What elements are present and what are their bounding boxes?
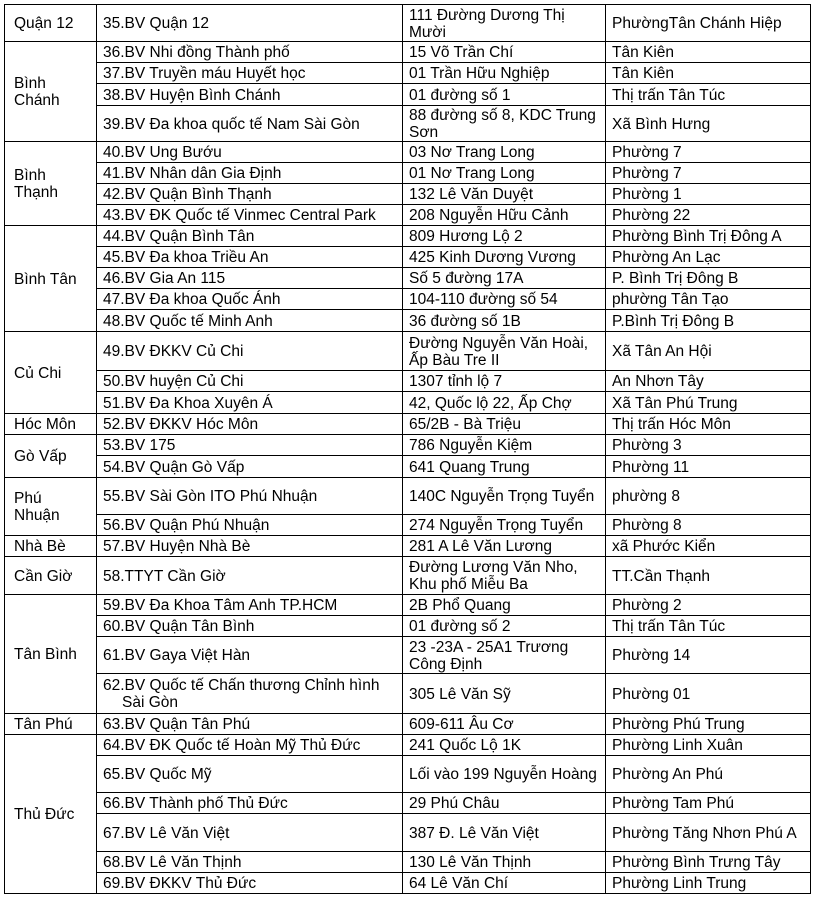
ward-cell: phường Tân Tạo (606, 289, 811, 310)
ward-cell: Xã Tân An Hội (606, 332, 811, 371)
hospital-name-cell (97, 595, 403, 616)
hospital-name: 55.BV Sài Gòn ITO Phú Nhuận (103, 488, 318, 505)
table-row (5, 142, 811, 163)
table-row (5, 205, 811, 226)
hospital-name-cell (97, 205, 403, 226)
hospital-name: 35.BV Quận 12 (103, 15, 209, 32)
hospital-name: 38.BV Huyện Bình Chánh (103, 86, 281, 104)
hospital-name: 63.BV Quận Tân Phú (103, 716, 251, 733)
table-row (5, 226, 811, 247)
hospital-name: 60.BV Quận Tân Bình (103, 618, 255, 635)
hospital-name: 62.BV Quốc tế Chấn thương Chỉnh hình Sài Gòn (103, 677, 380, 711)
ward-cell: Thị trấn Hóc Môn (606, 414, 811, 435)
hospital-name: 54.BV Quận Gò Vấp (103, 458, 245, 476)
ward-cell: phường 8 (606, 478, 811, 515)
address-cell: 387 Đ. Lê Văn Việt (403, 814, 606, 852)
table-row (5, 814, 811, 852)
table-row (5, 873, 811, 894)
hospital-name: 51.BV Đa Khoa Xuyên Á (103, 394, 273, 412)
table-row (5, 5, 811, 42)
hospital-name-cell (97, 84, 403, 106)
hospital-name-cell (97, 5, 403, 42)
table-row (5, 793, 811, 814)
ward-cell: Phường Bình Trưng Tây (606, 852, 811, 873)
hospital-name: 68.BV Lê Văn Thịnh (103, 854, 242, 871)
district-cell: Cần Giờ (5, 557, 97, 595)
address-cell: 281 A Lê Văn Lương (403, 536, 606, 557)
ward-cell: Phường An Phú (606, 756, 811, 793)
hospital-name-cell (97, 557, 403, 595)
hospital-name: 39.BV Đa khoa quốc tế Nam Sài Gòn (103, 115, 360, 133)
hospital-name: 56.BV Quận Phú Nhuận (103, 517, 270, 534)
address-cell: 641 Quang Trung (403, 456, 606, 478)
hospital-name-cell (97, 793, 403, 814)
table-row (5, 106, 811, 142)
table-row (5, 289, 811, 310)
table-row (5, 478, 811, 515)
hospital-name-cell (97, 515, 403, 536)
table-row (5, 163, 811, 184)
ward-cell: Phường Phú Trung (606, 714, 811, 735)
district-cell: Gò Vấp (5, 435, 97, 478)
district-cell: Bình Chánh (5, 42, 97, 142)
address-cell: Đường Nguyễn Văn Hoài, Ấp Bàu Tre II (403, 332, 606, 371)
address-cell: 65/2B - Bà Triệu (403, 414, 606, 435)
hospital-name: 48.BV Quốc tế Minh Anh (103, 312, 273, 330)
hospital-name-cell (97, 873, 403, 894)
ward-cell: Tân Kiên (606, 42, 811, 63)
table-row (5, 184, 811, 205)
ward-cell: TT.Cần Thạnh (606, 557, 811, 595)
address-cell: 01 đường số 1 (403, 84, 606, 106)
address-cell: 241 Quốc Lộ 1K (403, 735, 606, 756)
address-cell: 36 đường số 1B (403, 310, 606, 332)
ward-cell: Xã Tân Phú Trung (606, 392, 811, 414)
ward-cell: Phường 11 (606, 456, 811, 478)
hospital-name-cell (97, 714, 403, 735)
table-row (5, 714, 811, 735)
address-cell: 2B Phổ Quang (403, 595, 606, 616)
ward-cell: Phường Tam Phú (606, 793, 811, 814)
table-row (5, 63, 811, 84)
ward-cell: Phường 8 (606, 515, 811, 536)
district-cell: Bình Thạnh (5, 142, 97, 226)
hospital-name: 45.BV Đa khoa Triều An (103, 249, 269, 266)
table-row (5, 310, 811, 332)
hospital-name-cell (97, 456, 403, 478)
hospital-name: 40.BV Ung Bướu (103, 144, 222, 161)
ward-cell: Tân Kiên (606, 63, 811, 84)
address-cell: 42, Quốc lộ 22, Ấp Chợ (403, 392, 606, 414)
hospital-name: 36.BV Nhi đồng Thành phố (103, 44, 290, 61)
hospital-name: 58.TTYT Cần Giờ (103, 567, 226, 585)
hospital-name-cell (97, 163, 403, 184)
hospital-name: 42.BV Quận Bình Thạnh (103, 186, 272, 203)
hospital-name: 50.BV huyện Củ Chi (103, 373, 244, 390)
hospital-name-cell (97, 184, 403, 205)
table-row (5, 852, 811, 873)
address-cell: 130 Lê Văn Thịnh (403, 852, 606, 873)
hospital-name: 69.BV ĐKKV Thủ Đức (103, 875, 257, 892)
table-row (5, 557, 811, 595)
hospital-name: 43.BV ĐK Quốc tế Vinmec Central Park (103, 207, 376, 224)
ward-cell: Phường 22 (606, 205, 811, 226)
address-cell: 01 Nơ Trang Long (403, 163, 606, 184)
hospital-name: 65.BV Quốc Mỹ (103, 766, 212, 783)
hospital-name-cell (97, 392, 403, 414)
table-row (5, 536, 811, 557)
table-row (5, 616, 811, 637)
ward-cell: PhườngTân Chánh Hiệp (606, 5, 811, 42)
ward-cell: Xã Bình Hưng (606, 106, 811, 142)
ward-cell: Thị trấn Tân Túc (606, 84, 811, 106)
address-cell: 29 Phú Châu (403, 793, 606, 814)
ward-cell: Phường 7 (606, 142, 811, 163)
hospital-name: 52.BV ĐKKV Hóc Môn (103, 416, 259, 433)
table-row (5, 637, 811, 674)
district-cell: Phú Nhuận (5, 478, 97, 536)
hospital-name-cell (97, 63, 403, 84)
hospital-name-cell (97, 371, 403, 392)
address-cell: 64 Lê Văn Chí (403, 873, 606, 894)
hospital-name-cell (97, 674, 403, 714)
address-cell: 786 Nguyễn Kiệm (403, 435, 606, 456)
table-row (5, 84, 811, 106)
table-row (5, 42, 811, 63)
address-cell: 01 đường số 2 (403, 616, 606, 637)
address-cell: 132 Lê Văn Duyệt (403, 184, 606, 205)
hospital-name-cell (97, 142, 403, 163)
ward-cell: Phường 14 (606, 637, 811, 674)
hospital-name: 41.BV Nhân dân Gia Định (103, 165, 282, 182)
table-row (5, 392, 811, 414)
hospital-name-cell (97, 637, 403, 674)
district-cell: Nhà Bè (5, 536, 97, 557)
table-row (5, 332, 811, 371)
address-cell: 23 -23A - 25A1 Trương Công Định (403, 637, 606, 674)
address-cell: 1307 tỉnh lộ 7 (403, 371, 606, 392)
hospital-name-cell (97, 106, 403, 142)
hospital-name-cell (97, 852, 403, 873)
district-cell: Quận 12 (5, 5, 97, 42)
ward-cell: xã Phước Kiển (606, 536, 811, 557)
ward-cell: An Nhơn Tây (606, 371, 811, 392)
hospital-name: 67.BV Lê Văn Việt (103, 824, 230, 842)
ward-cell: Phường Linh Xuân (606, 735, 811, 756)
table-row (5, 735, 811, 756)
ward-cell: Phường An Lạc (606, 247, 811, 268)
ward-cell: Phường Linh Trung (606, 873, 811, 894)
hospital-name-cell (97, 226, 403, 247)
hospital-name-cell (97, 814, 403, 852)
ward-cell: Phường Bình Trị Đông A (606, 226, 811, 247)
table-row (5, 515, 811, 536)
hospital-name-cell (97, 414, 403, 435)
hospital-name-cell (97, 435, 403, 456)
district-cell: Thủ Đức (5, 735, 97, 894)
address-cell: 208 Nguyễn Hữu Cảnh (403, 205, 606, 226)
hospital-name-cell (97, 536, 403, 557)
ward-cell: Phường 01 (606, 674, 811, 714)
hospital-name-cell (97, 268, 403, 289)
address-cell: 01 Trần Hữu Nghiệp (403, 63, 606, 84)
hospital-name: 57.BV Huyện Nhà Bè (103, 538, 251, 555)
table-row (5, 595, 811, 616)
hospital-name-cell (97, 478, 403, 515)
hospital-table (4, 4, 811, 894)
hospital-name-cell (97, 616, 403, 637)
hospital-name-cell (97, 332, 403, 371)
hospital-name: 44.BV Quận Bình Tân (103, 228, 255, 245)
address-cell: 03 Nơ Trang Long (403, 142, 606, 163)
district-cell: Tân Bình (5, 595, 97, 714)
address-cell: 425 Kinh Dương Vương (403, 247, 606, 268)
table-row (5, 414, 811, 435)
hospital-name: 53.BV 175 (103, 437, 176, 454)
hospital-table-body (5, 5, 811, 894)
table-row (5, 456, 811, 478)
hospital-name: 61.BV Gaya Việt Hàn (103, 647, 251, 664)
hospital-name: 47.BV Đa khoa Quốc Ánh (103, 291, 281, 308)
table-row (5, 756, 811, 793)
table-row (5, 371, 811, 392)
ward-cell: P. Bình Trị Đông B (606, 268, 811, 289)
table-row (5, 247, 811, 268)
hospital-name: 59.BV Đa Khoa Tâm Anh TP.HCM (103, 597, 338, 614)
district-cell: Tân Phú (5, 714, 97, 735)
address-cell: 274 Nguyễn Trọng Tuyển (403, 515, 606, 536)
ward-cell: Phường 2 (606, 595, 811, 616)
ward-cell: Thị trấn Tân Túc (606, 616, 811, 637)
address-cell: 809 Hương Lộ 2 (403, 226, 606, 247)
hospital-name-cell (97, 42, 403, 63)
hospital-name-cell (97, 756, 403, 793)
ward-cell: Phường 3 (606, 435, 811, 456)
address-cell: 15 Võ Trần Chí (403, 42, 606, 63)
hospital-name-cell (97, 289, 403, 310)
table-row (5, 435, 811, 456)
hospital-name-cell (97, 247, 403, 268)
hospital-name: 49.BV ĐKKV Củ Chi (103, 343, 244, 360)
address-cell: 140C Nguyễn Trọng Tuyển (403, 478, 606, 515)
district-cell: Củ Chi (5, 332, 97, 414)
hospital-name-cell (97, 310, 403, 332)
ward-cell: Phường Tăng Nhơn Phú A (606, 814, 811, 852)
table-row (5, 674, 811, 714)
district-cell: Bình Tân (5, 226, 97, 332)
district-cell: Hóc Môn (5, 414, 97, 435)
hospital-name: 66.BV Thành phố Thủ Đức (103, 795, 288, 812)
table-row (5, 268, 811, 289)
address-cell: Đường Lương Văn Nho, Khu phố Miễu Ba (403, 557, 606, 595)
address-cell: Lối vào 199 Nguyễn Hoàng (403, 756, 606, 793)
address-cell: Số 5 đường 17A (403, 268, 606, 289)
ward-cell: Phường 1 (606, 184, 811, 205)
address-cell: 88 đường số 8, KDC Trung Sơn (403, 106, 606, 142)
ward-cell: P.Bình Trị Đông B (606, 310, 811, 332)
address-cell: 104-110 đường số 54 (403, 289, 606, 310)
address-cell: 609-611 Âu Cơ (403, 714, 606, 735)
hospital-name: 64.BV ĐK Quốc tế Hoàn Mỹ Thủ Đức (103, 737, 361, 754)
address-cell: 111 Đường Dương Thị Mười (403, 5, 606, 42)
hospital-name: 37.BV Truyền máu Huyết học (103, 65, 306, 82)
hospital-name-cell (97, 735, 403, 756)
address-cell: 305 Lê Văn Sỹ (403, 674, 606, 714)
ward-cell: Phường 7 (606, 163, 811, 184)
hospital-name: 46.BV Gia An 115 (103, 270, 226, 287)
